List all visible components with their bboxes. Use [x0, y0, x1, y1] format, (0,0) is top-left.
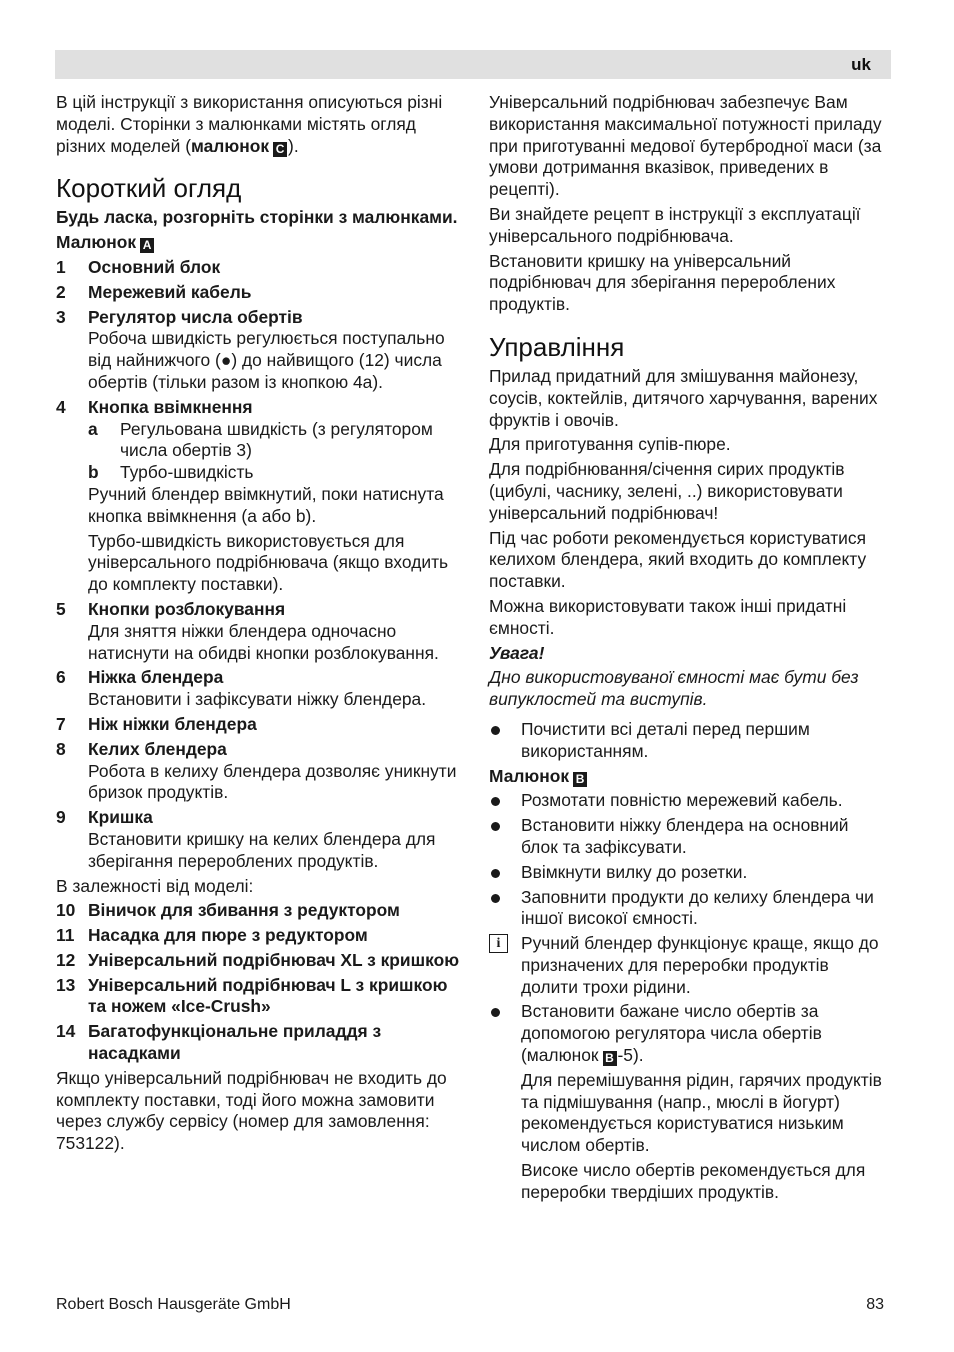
- bullet-icon: [491, 894, 500, 903]
- list-item: 10 Віничок для збивання з редуктором: [56, 900, 400, 921]
- warning-title: Увага!: [489, 642, 545, 663]
- list-item: 1 Основний блок: [56, 256, 221, 277]
- paragraph: Для приготування супів-пюре.: [489, 434, 731, 455]
- list-item: Встановити ніжку блендера на основний блок та зафіксувати.: [489, 815, 889, 859]
- paragraph: Під час роботи рекомендується користуватися келихом блендера, який входить до комплекту поставки.: [489, 527, 867, 592]
- bullet-icon: [491, 797, 500, 806]
- language-code: uk: [851, 55, 871, 74]
- list-item: Заповнити продукти до келиху блендера чи іншої високої ємності.: [489, 887, 889, 931]
- paragraph: Для подрібнювання/січення сирих продуктів (цибулі, часнику, зелені, ..) використовувати універсальний подрібнювач!: [489, 459, 845, 523]
- list-item: Розмотати повністю мережевий кабель.: [489, 790, 889, 812]
- paragraph: Встановити кришку на універсальний подрібнювач для зберігання перероблених продуктів.: [489, 250, 836, 315]
- warning-text: Дно використовуваної ємності має бути без випуклостей та виступів.: [489, 667, 859, 710]
- list-item: 2 Мережевий кабель: [56, 281, 252, 302]
- figure-a-label: Малюнок A: [56, 232, 466, 254]
- right-column: [489, 92, 889, 1207]
- info-icon: i: [489, 934, 508, 953]
- list-item: 6 Ніжка блендера Встановити і зафіксувати ніжку блендера.: [56, 667, 427, 710]
- list-item: 9 Кришка Встановити кришку на келих блендера для зберігання перероблених продуктів.: [56, 807, 436, 871]
- list-item: Почистити всі деталі перед першим використанням.: [489, 719, 889, 763]
- figure-b-label: Малюнок B: [489, 766, 889, 788]
- info-note: i Ручний блендер функціонує краще, якщо до призначених для переробки продуктів долити трохи рідини.: [489, 933, 889, 998]
- closing-paragraph: Якщо універсальний подрібнювач не входить до комплекту поставки, тоді його можна замовити через службу сервісу (номер для замовлення: 753122).: [56, 1067, 447, 1154]
- bullet-icon: [491, 869, 500, 878]
- paragraph: Універсальний подрібнювач забезпечує Вам використання максимальної потужності приладу при приготуванні медової бутербродної маси (за умови дотримання вказівок, приведених в рецепті).: [489, 92, 882, 200]
- list-item: 13 Універсальний подрібнювач L з кришкою та ножем «Ice-Crush»: [56, 974, 448, 1017]
- model-dependent-note: В залежності від моделі:: [56, 875, 254, 896]
- section-heading-overview: Короткий огляд: [56, 173, 242, 204]
- bullet-icon: [491, 1008, 500, 1017]
- list-item: 11 Насадка для пюре з редуктором: [56, 925, 368, 946]
- list-item: 3 Регулятор числа обертів Робоча швидкість регулюється поступально від найнижчого (●) до найвищого (12) числа обертів (тільки разом із кнопкою 4a).: [56, 306, 445, 392]
- bullet-icon: [491, 726, 500, 735]
- paragraph: Ви знайдете рецепт в інструкції з експлуатації універсального подрібнювача.: [489, 203, 861, 246]
- list-item: 12 Універсальний подрібнювач XL з кришкою: [56, 949, 460, 970]
- figure-c-badge: C: [273, 142, 287, 157]
- header-bar: [55, 50, 891, 79]
- list-item: 7 Ніж ніжки блендера: [56, 713, 257, 734]
- paragraph: Можна використовувати також інші придатні ємності.: [489, 595, 847, 638]
- left-column: [56, 92, 466, 1158]
- sub-item: b Турбо-швидкість: [88, 462, 254, 483]
- bullet-icon: [491, 822, 500, 831]
- list-item: 5 Кнопки розблокування Для зняття ніжки блендера одночасно натиснути на обидві кнопки розблокування.: [56, 598, 439, 663]
- list-item: 4 Кнопка ввімкнення a Регульована швидкість (з регулятором числа обертів 3) b Турбо-швидкість Ручний блендер ввімкнутий, поки натиснута кнопка ввімкнення (a або b). Турбо-швидкість використовується для універсального подрібнювача (якщо входить до комплекту поставки).: [56, 397, 466, 596]
- list-item: 14 Багатофункціональне приладдя з насадками: [56, 1021, 382, 1064]
- paragraph: Прилад придатний для змішування майонезу, соусів, коктейлів, дитячого харчування, варених фруктів і овочів.: [489, 365, 878, 430]
- list-item: Встановити бажане число обертів за допомогою регулятора числа обертів (малюнок B -5). Для перемішування рідин, гарячих продуктів та підмішування (напр., мюслі в йогурт) рекомендується користуватися низьким числом обертів. Високе число обертів рекомендується для переробки твердіших продуктів.: [489, 1001, 889, 1203]
- intro-paragraph: В цій інструкції з використання описуються різні моделі. Сторінки з малюнками містять огляд різних моделей (малюнок C ).: [56, 92, 443, 156]
- figure-b-badge: B: [603, 1051, 617, 1066]
- sub-item: a Регульована швидкість (з регулятором числа обертів 3): [88, 418, 433, 461]
- section-heading-operation: Управління: [489, 331, 625, 362]
- list-item: Ввімкнути вилку до розетки.: [489, 862, 889, 884]
- figure-b-badge: B: [573, 772, 587, 787]
- page-number: 83: [866, 1296, 884, 1313]
- unfold-note: Будь ласка, розгорніть сторінки з малюнками.: [56, 207, 458, 228]
- figure-a-badge: A: [140, 238, 154, 253]
- list-item: 8 Келих блендера Робота в келиху блендера дозволяє уникнути бризок продуктів.: [56, 738, 457, 803]
- footer-company: Robert Bosch Hausgeräte GmbH: [56, 1296, 291, 1313]
